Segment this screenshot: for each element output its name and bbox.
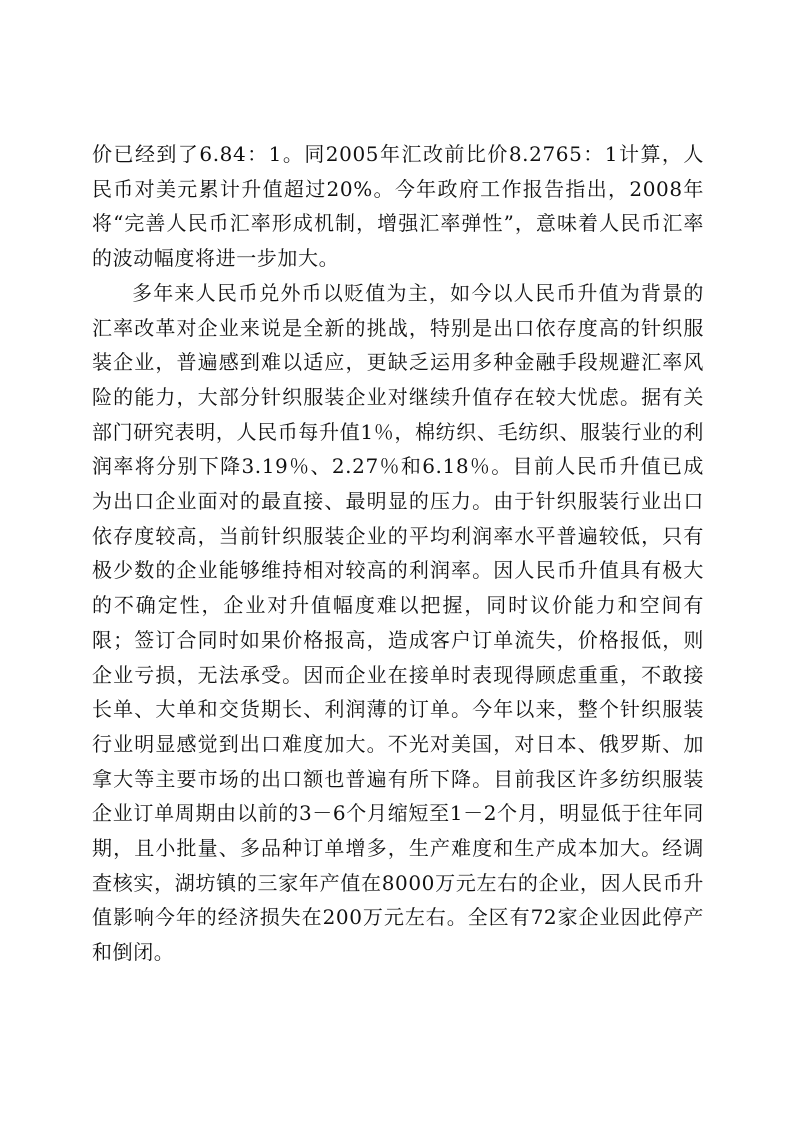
- paragraph-continued: 价已经到了6.84：1。同2005年汇改前比价8.2765：1计算，人民币对美元累计升值超过20%。今年政府工作报告指出，2008年将“完善人民币汇率形成机制，增强汇率弹性”，意味着人民币汇率的波动幅度将进一步加大。: [92, 142, 704, 271]
- body-text: [92, 137, 704, 970]
- paragraph-exchange-rate-impact: 多年来人民币兑外币以贬值为主，如今以人民币升值为背景的汇率改革对企业来说是全新的挑战，特别是出口依存度高的针织服装企业，普遍感到难以适应，更缺乏运用多种金融手段规避汇率风险的能力，大部分针织服装企业对继续升值存在较大忧虑。据有关部门研究表明，人民币每升值1％，棉纺织、毛纺织、服装行业的利润率将分别下降3.19％、2.27％和6.18％。目前人民币升值已成为出口企业面对的最直接、最明显的压力。由于针织服装行业出口依存度较高，当前针织服装企业的平均利润率水平普遍较低，只有极少数的企业能够维持相对较高的利润率。因人民币升值具有极大的不确定性，企业对升值幅度难以把握，同时议价能力和空间有限；签订合同时如果价格报高，造成客户订单流失，价格报低，则企业亏损，无法承受。因而企业在接单时表现得顾虑重重，不敢接长单、大单和交货期长、利润薄的订单。今年以来，整个针织服装行业明显感觉到出口难度加大。不光对美国，对日本、俄罗斯、加拿大等主要市场的出口额也普遍有所下降。目前我区许多纺织服装企业订单周期由以前的3－6个月缩短至1－2个月，明显低于往年同期，且小批量、多品种订单增多，生产难度和生产成本加大。经调查核实，湖坊镇的三家年产值在8000万元左右的企业，因人民币升值影响今年的经济损失在200万元左右。全区有72家企业因此停产和倒闭。: [92, 280, 704, 965]
